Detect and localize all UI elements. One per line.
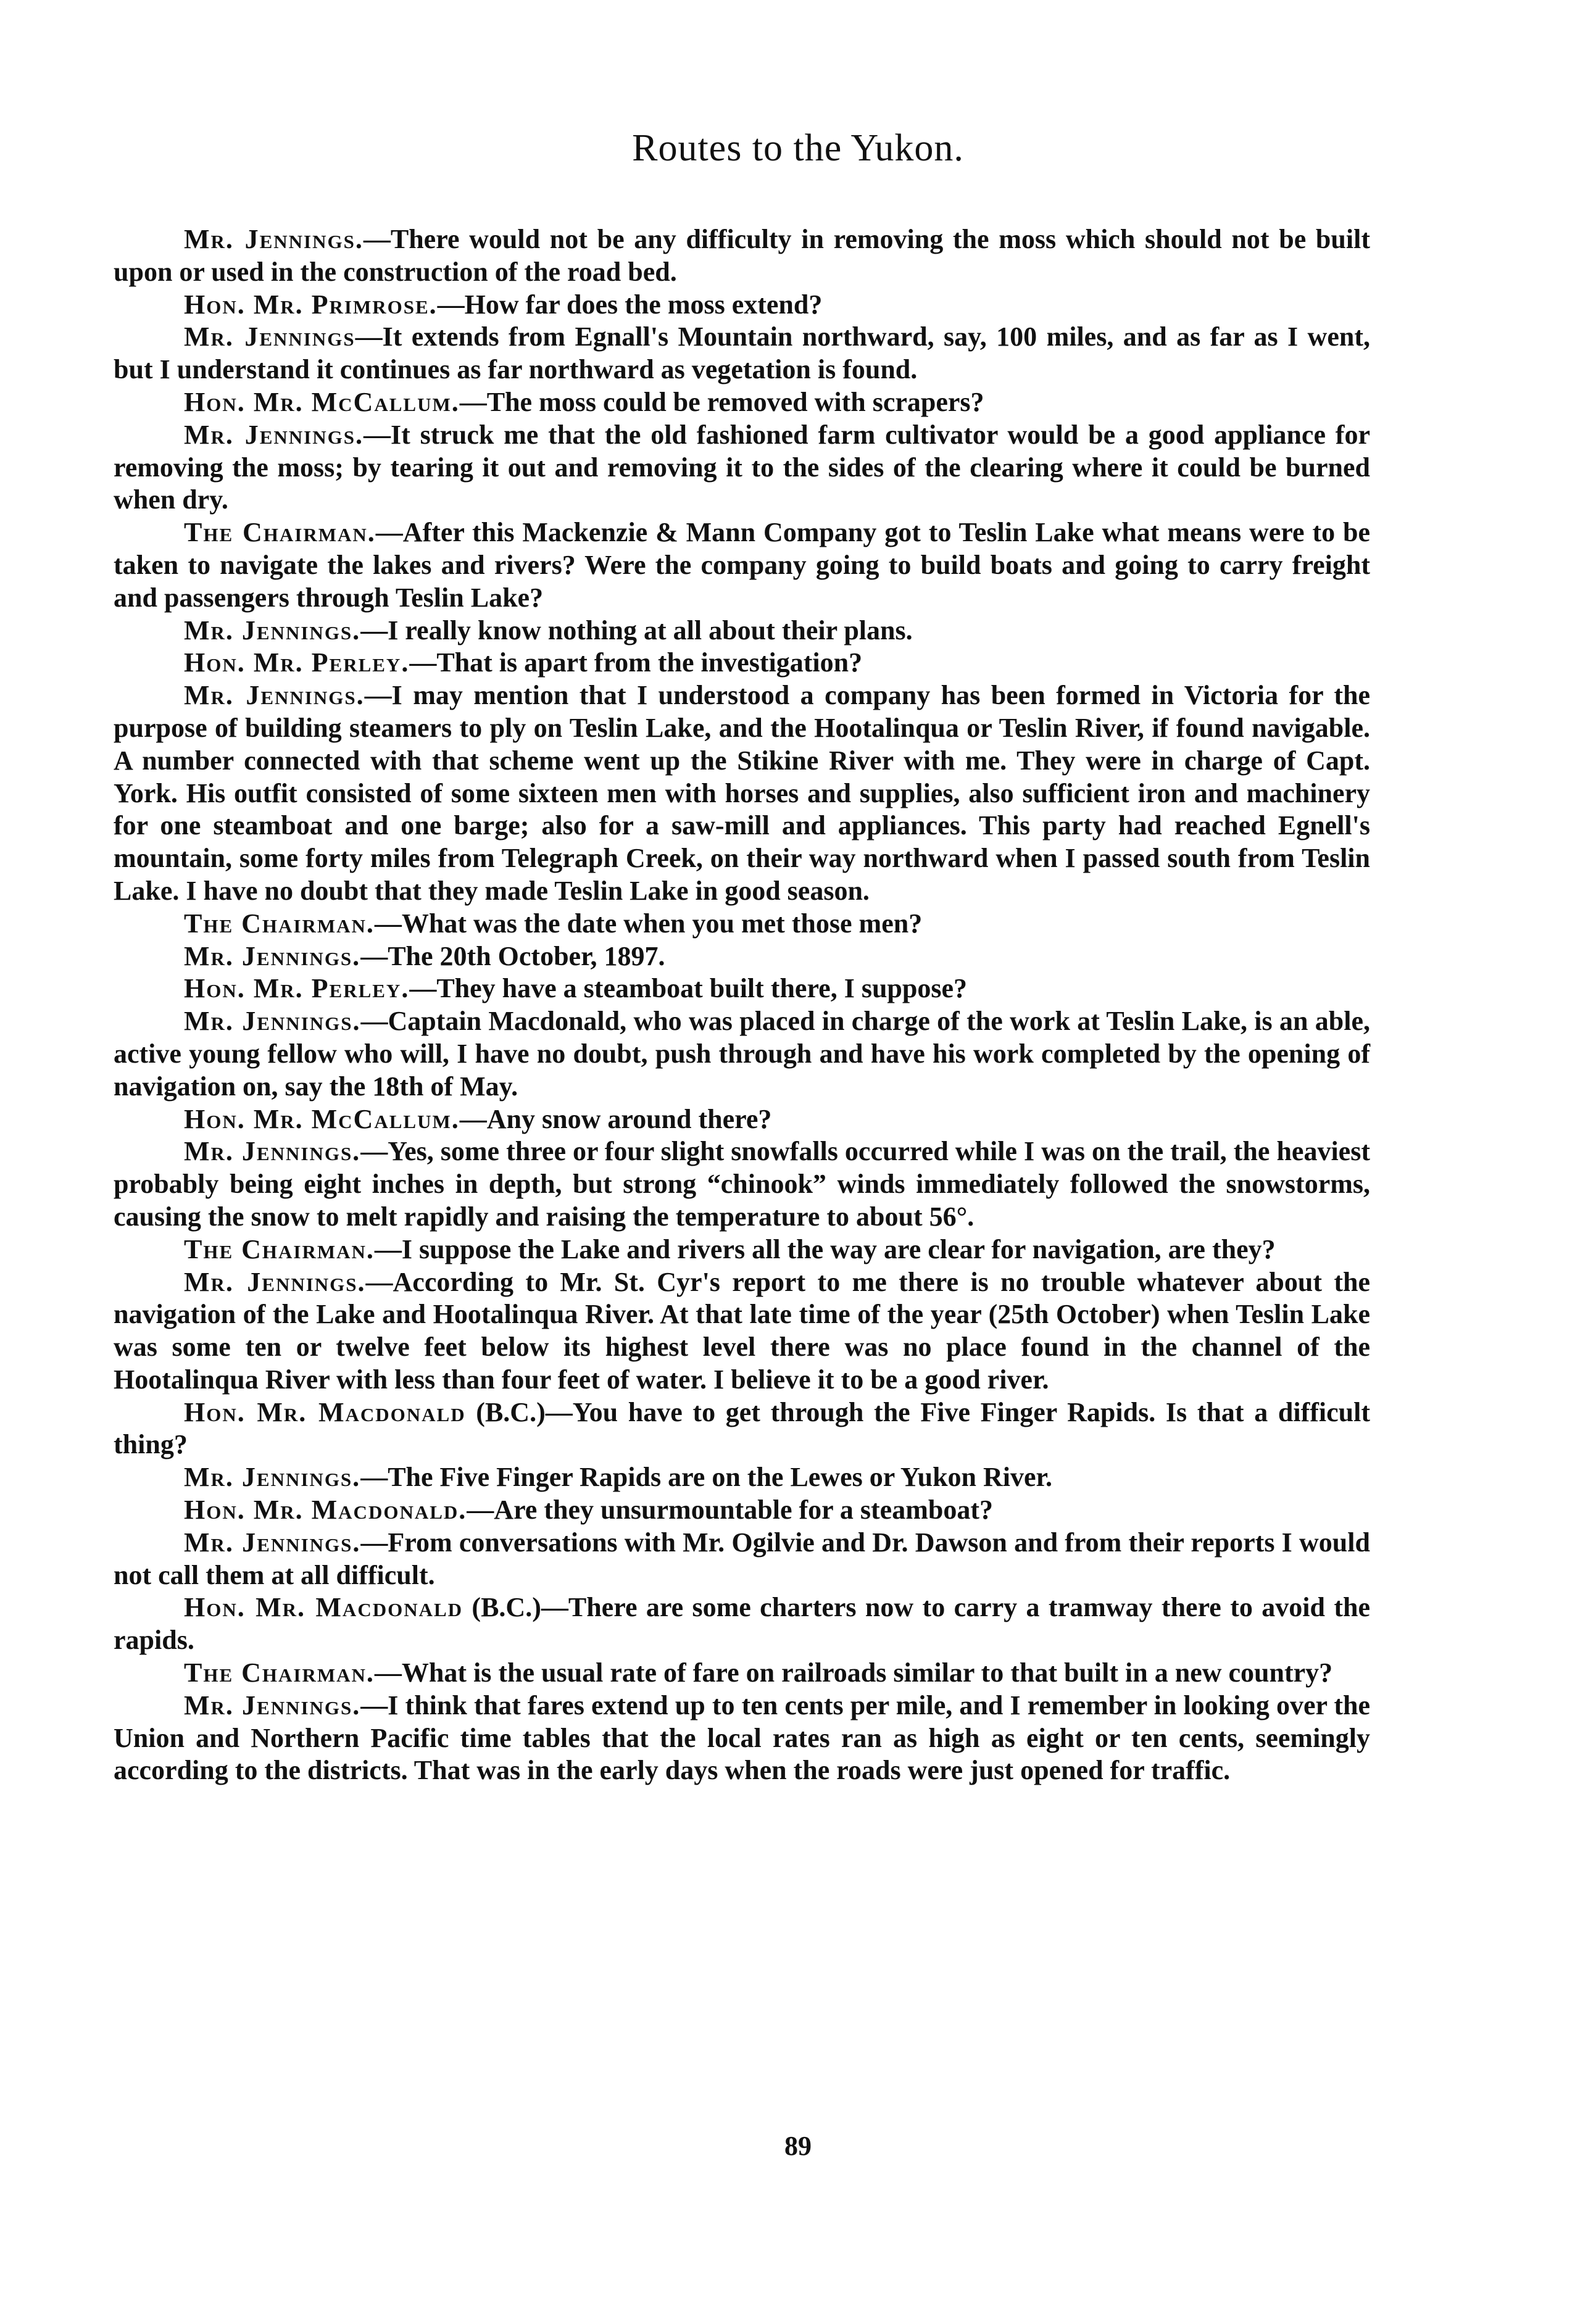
speaker-name: Mr. Jennings. (184, 1006, 361, 1037)
speaker-name: The Chairman. (184, 1658, 375, 1688)
paragraph (114, 223, 1370, 289)
speaker-name: Mr. Jennings. (184, 224, 364, 254)
paragraph (114, 615, 1370, 647)
paragraph-text: —I suppose the Lake and rivers all the way are clear for navigation, are they? (374, 1234, 1276, 1264)
speaker-name: Hon. Mr. Macdonald. (184, 1495, 467, 1525)
paragraph-text: —The moss could be removed with scrapers? (459, 386, 984, 417)
paragraph (114, 679, 1370, 908)
speaker-name: Mr. Jennings. (184, 1136, 361, 1167)
paragraph-text: —According to Mr. St. Cyr's report to me there is no trouble whatever about the navigation of the Lake and Hootalinqua River. At that late time of the year (25th October) when Teslin Lake was some ten or twelve feet below its highest level there was no place found in the channel of the Hootalinqua River with less than four feet of water. I believe it to be a good river. (114, 1266, 1370, 1395)
speaker-name: Hon. Mr. McCallum. (184, 386, 460, 417)
paragraph (114, 1690, 1370, 1787)
paragraph-text: —That is apart from the investigation? (409, 647, 863, 678)
paragraph-text: —They have a steamboat built there, I suppose? (409, 973, 968, 1004)
speaker-name: Hon. Mr. Primrose. (184, 289, 438, 320)
speaker-name: Mr. Jennings. (184, 1462, 361, 1493)
paragraph (114, 1234, 1370, 1266)
paragraph (114, 1396, 1370, 1462)
speaker-name: The Chairman. (184, 517, 376, 548)
paragraph (114, 289, 1370, 322)
paragraph-text: —It struck me that the old fashioned farm cultivator would be a good appliance for removing the moss; by tearing it out and removing it to the sides of the clearing where it could be burned when dry. (114, 419, 1370, 515)
paragraph-text: —What was the date when you met those men? (374, 908, 923, 939)
paragraph-text: —It extends from Egnall's Mountain northward, say, 100 miles, and as far as I went, but I understand it continues as far northward as vegetation is found. (114, 322, 1370, 385)
speaker-name: Mr. Jennings. (184, 1527, 361, 1558)
paragraph (114, 1103, 1370, 1136)
speaker-name: The Chairman. (184, 1234, 375, 1264)
speaker-name: Mr. Jennings. (184, 680, 365, 711)
paragraph-text: —How far does the moss extend? (437, 289, 823, 320)
paragraph (114, 1135, 1370, 1233)
paragraph-text: —I may mention that I understood a company has been formed in Victoria for the purpose of building steamers to ply on Teslin Lake, and the Hootalinqua or Teslin River, if found navigable. A number connected with that scheme went up the Stikine River with me. They were in charge of Capt. York. His outfit consisted of some sixteen men with horses and supplies, also sufficient iron and machinery for one steamboat and one barge; also for a saw-mill and appliances. This party had reached Egnell's mountain, some forty miles from Telegraph Creek, on their way northward when I passed south from Teslin Lake. I have no doubt that they made Teslin Lake in good season. (114, 680, 1370, 906)
paragraph-text: (B.C.)—There are some charters now to carry a tramway there to avoid the rapids. (114, 1592, 1370, 1656)
paragraph-text: (B.C.)—You have to get through the Five Finger Rapids. Is that a difficult thing? (114, 1396, 1370, 1460)
paragraph-text: —The Five Finger Rapids are on the Lewes or Yukon River. (360, 1462, 1053, 1493)
paragraph (114, 973, 1370, 1005)
paragraph (114, 940, 1370, 973)
paragraph (114, 1461, 1370, 1494)
paragraph (114, 647, 1370, 679)
paragraph-text: —Captain Macdonald, who was placed in charge of the work at Teslin Lake, is an able, active young fellow who will, I have no doubt, push through and have his work completed by the opening of navigation on, say the 18th of May. (114, 1006, 1370, 1102)
speaker-name: Hon. Mr. Perley. (184, 973, 410, 1004)
page-number: 89 (784, 2131, 812, 2161)
paragraph (114, 908, 1370, 940)
speaker-name: Hon. Mr. Perley. (184, 647, 410, 678)
paragraph (114, 386, 1370, 419)
paragraph-text: —Any snow around there? (459, 1103, 772, 1134)
paragraph (114, 321, 1370, 386)
speaker-name: The Chairman. (184, 908, 375, 939)
paragraph-text: —After this Mackenzie & Mann Company got to Teslin Lake what means were to be taken to navigate the lakes and rivers? Were the company going to build boats and going to carry freight and passengers through Teslin Lake? (114, 517, 1370, 613)
speaker-name: Hon. Mr. McCallum. (184, 1103, 460, 1134)
speaker-name: Mr. Jennings (184, 322, 355, 352)
paragraph (114, 1005, 1370, 1103)
paragraph (114, 1494, 1370, 1527)
running-title: Routes to the Yukon. (632, 127, 964, 169)
paragraph (114, 1266, 1370, 1396)
testimony-body (114, 223, 1370, 1787)
paragraph-text: —Yes, some three or four slight snowfalls occurred while I was on the trail, the heaviest probably being eight inches in depth, but strong “chinook” winds immediately followed the snowstorms, causing the snow to melt rapidly and raising the temperature to about 56°. (114, 1136, 1370, 1232)
paragraph-text: —The 20th October, 1897. (360, 940, 665, 971)
speaker-name: Mr. Jennings. (184, 419, 364, 450)
speaker-name: Mr. Jennings. (184, 615, 361, 645)
speaker-name: Mr. Jennings. (184, 940, 361, 971)
paragraph-text: —What is the usual rate of fare on railroads similar to that built in a new country? (374, 1658, 1333, 1688)
paragraph-text: —I think that fares extend up to ten cents per mile, and I remember in looking over the Union and Northern Pacific time tables that the local rates ran as high as eight or ten cents, seemingly according to the districts. That was in the early days when the roads were just opened for traffic. (114, 1690, 1370, 1786)
speaker-name: Hon. Mr. Macdonald (184, 1396, 466, 1427)
paragraph (114, 1591, 1370, 1657)
paragraph-text: —From conversations with Mr. Ogilvie and Dr. Dawson and from their reports I would not call them at all difficult. (114, 1527, 1370, 1590)
paragraph (114, 419, 1370, 517)
paragraph (114, 1527, 1370, 1592)
speaker-name: Mr. Jennings. (184, 1690, 361, 1720)
paragraph (114, 1657, 1370, 1690)
paragraph (114, 517, 1370, 614)
speaker-name: Mr. Jennings. (184, 1266, 366, 1297)
paragraph-text: —There would not be any difficulty in removing the moss which should not be built upon or used in the construction of the road bed. (114, 224, 1370, 287)
paragraph-text: —Are they unsurmountable for a steamboat? (467, 1495, 993, 1525)
speaker-name: Hon. Mr. Macdonald (184, 1592, 463, 1623)
paragraph-text: —I really know nothing at all about their plans. (360, 615, 913, 645)
